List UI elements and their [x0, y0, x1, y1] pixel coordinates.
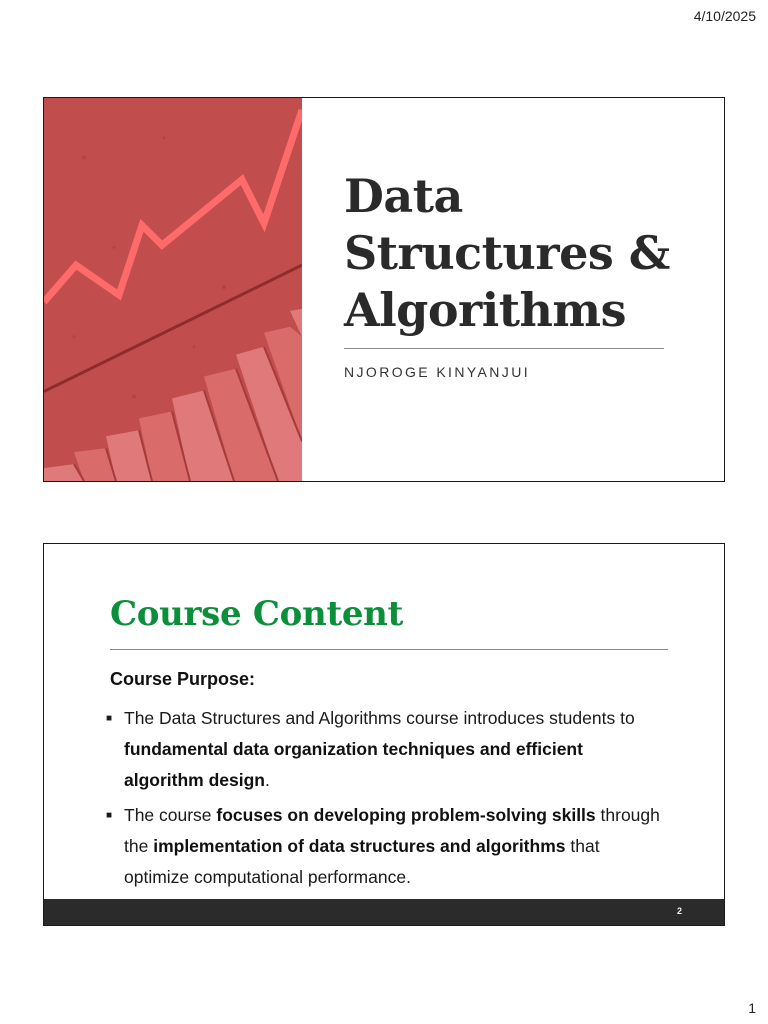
slide-heading: Course Content [110, 594, 404, 634]
list-item [104, 800, 664, 893]
bullet-text: The Data Structures and Algorithms course introduces students to fundamental data organization techniques and efficient algorithm design. [124, 708, 635, 790]
title-block [344, 168, 684, 339]
slide-course-content [43, 543, 725, 926]
slide-number: 2 [676, 906, 682, 916]
slide-title-line-3: Algorithms [344, 283, 626, 337]
title-slide-image [44, 98, 302, 481]
heading-divider [110, 649, 668, 650]
purpose-bullet-list [104, 703, 664, 897]
square-bullet-icon: ■ [106, 713, 113, 724]
stairs-chart-illustration [44, 98, 302, 481]
bullet-text: The course focuses on developing problem-solving skills through the implementation of data structures and algorithms that optimize computational performance. [124, 805, 660, 887]
author-name: NJOROGE KINYANJUI [344, 364, 531, 380]
square-bullet-icon: ■ [106, 810, 113, 821]
page-number: 1 [748, 1000, 756, 1016]
slide-title-line-2: Structures & [344, 226, 670, 280]
slide-title [43, 97, 725, 482]
title-divider [344, 348, 664, 349]
slide-footer-bar [44, 899, 724, 925]
list-item [104, 703, 664, 796]
course-purpose-label: Course Purpose: [110, 669, 256, 689]
print-date: 4/10/2025 [693, 8, 756, 24]
slide-title-line-1: Data [344, 169, 463, 223]
